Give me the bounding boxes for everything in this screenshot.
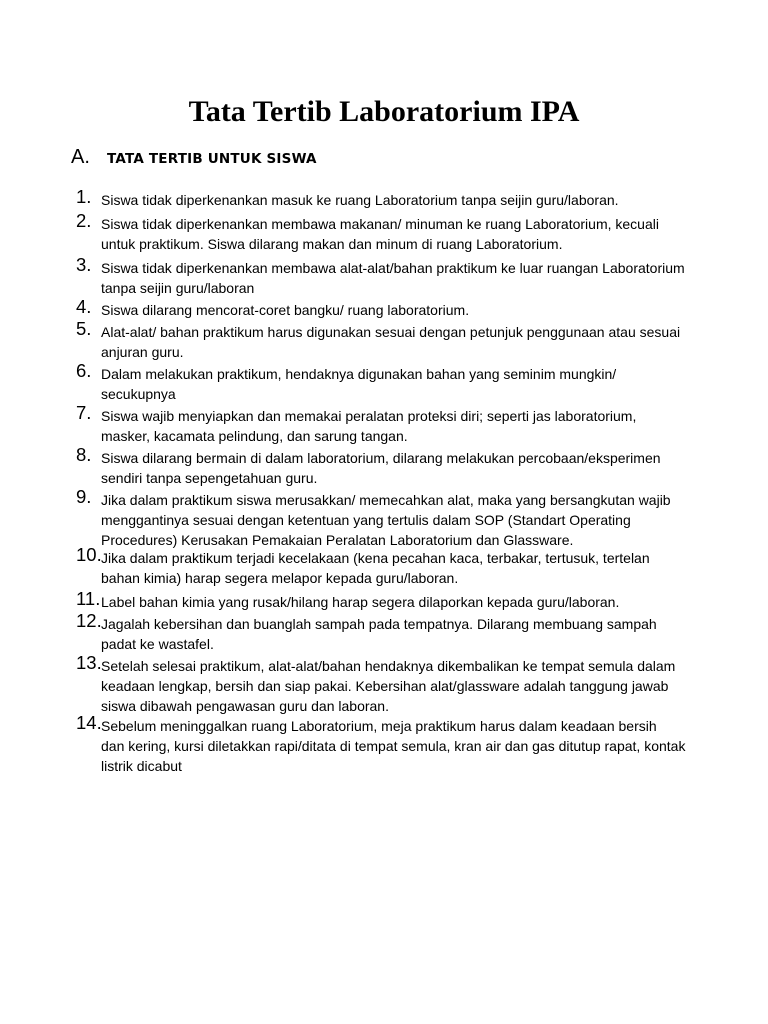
rule-text-line: menggantinya sesuai dengan ketentuan yang tertulis dalam SOP (Standart Operating bbox=[101, 512, 631, 528]
rule-text-line: Siswa dilarang bermain di dalam laboratorium, dilarang melakukan percobaan/eksperimen bbox=[101, 450, 661, 466]
rule-text-line: keadaan lengkap, bersih dan siap pakai. Kebersihan alat/glassware adalah tanggung jawab bbox=[101, 678, 669, 694]
section-title: TATA TERTIB UNTUK SISWA bbox=[107, 151, 317, 167]
rule-text-line: listrik dicabut bbox=[101, 758, 182, 774]
rule-text-line: Siswa tidak diperkenankan membawa alat-alat/bahan praktikum ke luar ruangan Laboratorium bbox=[101, 260, 685, 276]
rule-text-line: Siswa tidak diperkenankan masuk ke ruang Laboratorium tanpa seijin guru/laboran. bbox=[101, 192, 619, 208]
rule-number: 12. bbox=[76, 610, 102, 631]
rule-number: 9. bbox=[76, 486, 92, 507]
rule-text-line: Sebelum meninggalkan ruang Laboratorium, meja praktikum harus dalam keadaan bersih bbox=[101, 718, 657, 734]
rule-text-line: Siswa tidak diperkenankan membawa makanan/ minuman ke ruang Laboratorium, kecuali bbox=[101, 216, 659, 232]
rule-text-line: Jika dalam praktikum terjadi kecelakaan (kena pecahan kaca, terbakar, tertusuk, tertelan bbox=[101, 550, 650, 566]
rule-text-line: Jika dalam praktikum siswa merusakkan/ memecahkan alat, maka yang bersangkutan wajib bbox=[101, 492, 671, 508]
document-title: Tata Tertib Laboratorium IPA bbox=[188, 95, 580, 128]
rule-text-line: tanpa seijin guru/laboran bbox=[101, 280, 255, 296]
rule-text-line: Alat-alat/ bahan praktikum harus digunakan sesuai dengan petunjuk penggunaan atau sesuai bbox=[101, 324, 681, 340]
rule-number: 7. bbox=[76, 402, 92, 423]
section-letter: A. bbox=[71, 146, 90, 168]
rule-number: 5. bbox=[76, 318, 92, 339]
rule-text-line: Siswa wajib menyiapkan dan memakai peralatan proteksi diri; seperti jas laboratorium, bbox=[101, 408, 637, 424]
rule-number: 13. bbox=[76, 652, 102, 673]
rule-text-line: untuk praktikum. Siswa dilarang makan dan minum di ruang Laboratorium. bbox=[101, 236, 563, 252]
rule-number: 14. bbox=[76, 712, 102, 733]
rule-number: 2. bbox=[76, 210, 92, 231]
rule-text-line: padat ke wastafel. bbox=[101, 636, 214, 652]
rule-text-line: Jagalah kebersihan dan buanglah sampah pada tempatnya. Dilarang membuang sampah bbox=[101, 616, 657, 632]
rule-text-line: sendiri tanpa sepengetahuan guru. bbox=[101, 470, 318, 486]
rule-number: 6. bbox=[76, 360, 92, 381]
rule-text-line: dan kering, kursi diletakkan rapi/ditata di tempat semula, kran air dan gas ditutup rapat, kontak bbox=[101, 738, 686, 754]
rule-number: 10. bbox=[76, 544, 102, 565]
rule-text-line: Procedures) Kerusakan Pemakaian Peralatan Laboratorium dan Glassware. bbox=[101, 532, 574, 548]
rule-text-line: Setelah selesai praktikum, alat-alat/bahan hendaknya dikembalikan ke tempat semula dalam bbox=[101, 658, 676, 674]
rule-text-line: bahan kimia) harap segera melapor kepada guru/laboran. bbox=[101, 570, 459, 586]
rule-number: 11. bbox=[76, 588, 101, 609]
rule-text-line: anjuran guru. bbox=[101, 344, 184, 360]
rule-number: 1. bbox=[76, 186, 92, 207]
rule-text-line: Dalam melakukan praktikum, hendaknya digunakan bahan yang seminim mungkin/ bbox=[101, 366, 617, 382]
rule-number: 8. bbox=[76, 444, 92, 465]
rule-number: 3. bbox=[76, 254, 92, 275]
rule-number: 4. bbox=[76, 296, 92, 317]
rule-text-line: secukupnya bbox=[101, 386, 176, 402]
rule-text-line: Label bahan kimia yang rusak/hilang harap segera dilaporkan kepada guru/laboran. bbox=[101, 594, 620, 610]
rule-text-line: masker, kacamata pelindung, dan sarung tangan. bbox=[101, 428, 408, 444]
rule-text-line: siswa dibawah pengawasan guru dan laboran. bbox=[101, 698, 389, 714]
rule-text-line: Siswa dilarang mencorat-coret bangku/ ruang laboratorium. bbox=[101, 302, 470, 318]
